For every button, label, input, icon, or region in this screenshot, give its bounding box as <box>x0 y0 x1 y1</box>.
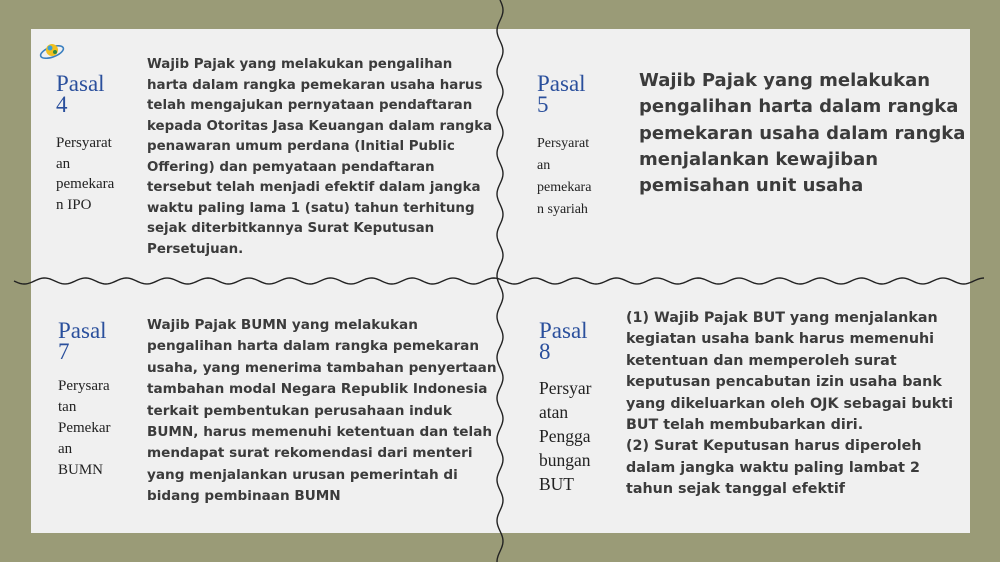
body-line: penawaran umum perdana (Initial Public <box>147 139 455 154</box>
body-line: telah mengajukan pernyataan pendaftaran <box>147 98 473 113</box>
vertical-wavy-divider <box>497 0 503 562</box>
body-line: BUMN, harus memenuhi ketentuan dan telah <box>147 424 493 441</box>
heading-number: 4 <box>56 92 68 117</box>
body-line: kegiatan usaha bank harus memenuhi <box>626 331 935 348</box>
heading-label: Pasal <box>58 318 107 343</box>
body-line: Offering) dan pemyataan pendaftaran <box>147 159 435 175</box>
body-line: pengalihan harta dalam rangka pemekaran <box>147 338 480 355</box>
body-line: Wajib Pajak BUMN yang melakukan <box>147 317 418 333</box>
body-line: tersebut telah menjadi efektif dalam jangka <box>147 180 481 195</box>
subtitle-line: an <box>56 155 71 172</box>
body-line: sejak diterbitkannya Surat Keputusan <box>147 221 435 236</box>
heading-label: Pasal <box>537 71 586 96</box>
subtitle-line: Pemekar <box>58 420 111 436</box>
subtitle-line: Perysara <box>58 378 110 394</box>
body-line: BUT telah membubarkan diri. <box>626 417 864 434</box>
body-line: bidang pembinaan BUMN <box>147 488 341 505</box>
heading-number: 7 <box>58 339 70 364</box>
body-line: harta dalam rangka pemekaran usaha harus <box>147 77 483 93</box>
body-line: pemisahan unit usaha <box>639 175 864 197</box>
body-line: (2) Surat Keputusan harus diperoleh <box>626 438 922 455</box>
subtitle-line: an <box>58 441 73 457</box>
heading-label: Pasal <box>56 71 105 96</box>
body-line: yang dikeluarkan oleh OJK sebagai bukti <box>626 395 954 412</box>
body-line: kepada Otoritas Jasa Keuangan dalam rangka <box>147 118 493 134</box>
subtitle-line: Persyarat <box>56 135 112 151</box>
body-line: (1) Wajib Pajak BUT yang menjalankan <box>626 310 938 326</box>
subtitle-line: pemekara <box>56 176 115 192</box>
body-line: tahun sejak tanggal efektif <box>626 481 845 498</box>
subtitle-line: n syariah <box>537 202 588 217</box>
subtitle-line: tan <box>58 399 77 415</box>
body-line: Persetujuan. <box>147 241 244 257</box>
subtitle-line: pemekara <box>537 180 592 195</box>
subtitle-line: n IPO <box>56 196 92 213</box>
subtitle-line: Persyar <box>539 378 592 398</box>
body-line: terkait pembentukan perusahaan induk <box>147 402 452 419</box>
body-line: pemekaran usaha dalam rangka <box>639 122 966 144</box>
body-line: pengalihan harta dalam rangka <box>639 96 959 118</box>
body-line: tambahan modal Negara Republik Indonesia <box>147 381 488 398</box>
body-line: yang menjalankan urusan pemerintah di <box>147 466 458 483</box>
subtitle-line: bungan <box>539 450 591 470</box>
body-line: ketentuan dan memperoleh surat <box>626 352 897 369</box>
subtitle-line: Pengga <box>539 426 591 446</box>
heading-label: Pasal <box>539 318 588 343</box>
body-line: Wajib Pajak yang melakukan pengalihan <box>147 57 453 72</box>
subtitle-line: BUT <box>539 474 574 494</box>
heading-number: 5 <box>537 92 549 117</box>
subtitle-line: Persyarat <box>537 136 590 151</box>
body-line: mendapat surat rekomendasi dari menteri <box>147 445 473 462</box>
body-line: Wajib Pajak yang melakukan <box>639 70 931 91</box>
body-line: menjalankan kewajiban <box>639 148 879 170</box>
subtitle-line: BUMN <box>58 462 104 478</box>
subtitle-line: atan <box>539 402 569 422</box>
body-line: waktu paling lama 1 (satu) tahun terhitung <box>147 200 475 216</box>
body-line: keputusan pencabutan izin usaha bank <box>626 374 942 391</box>
body-line: dalam jangka waktu paling lambat 2 <box>626 459 920 476</box>
heading-number: 8 <box>539 339 551 364</box>
subtitle-line: an <box>537 158 551 173</box>
body-line: usaha, yang menerima tambahan penyertaan <box>147 359 497 376</box>
